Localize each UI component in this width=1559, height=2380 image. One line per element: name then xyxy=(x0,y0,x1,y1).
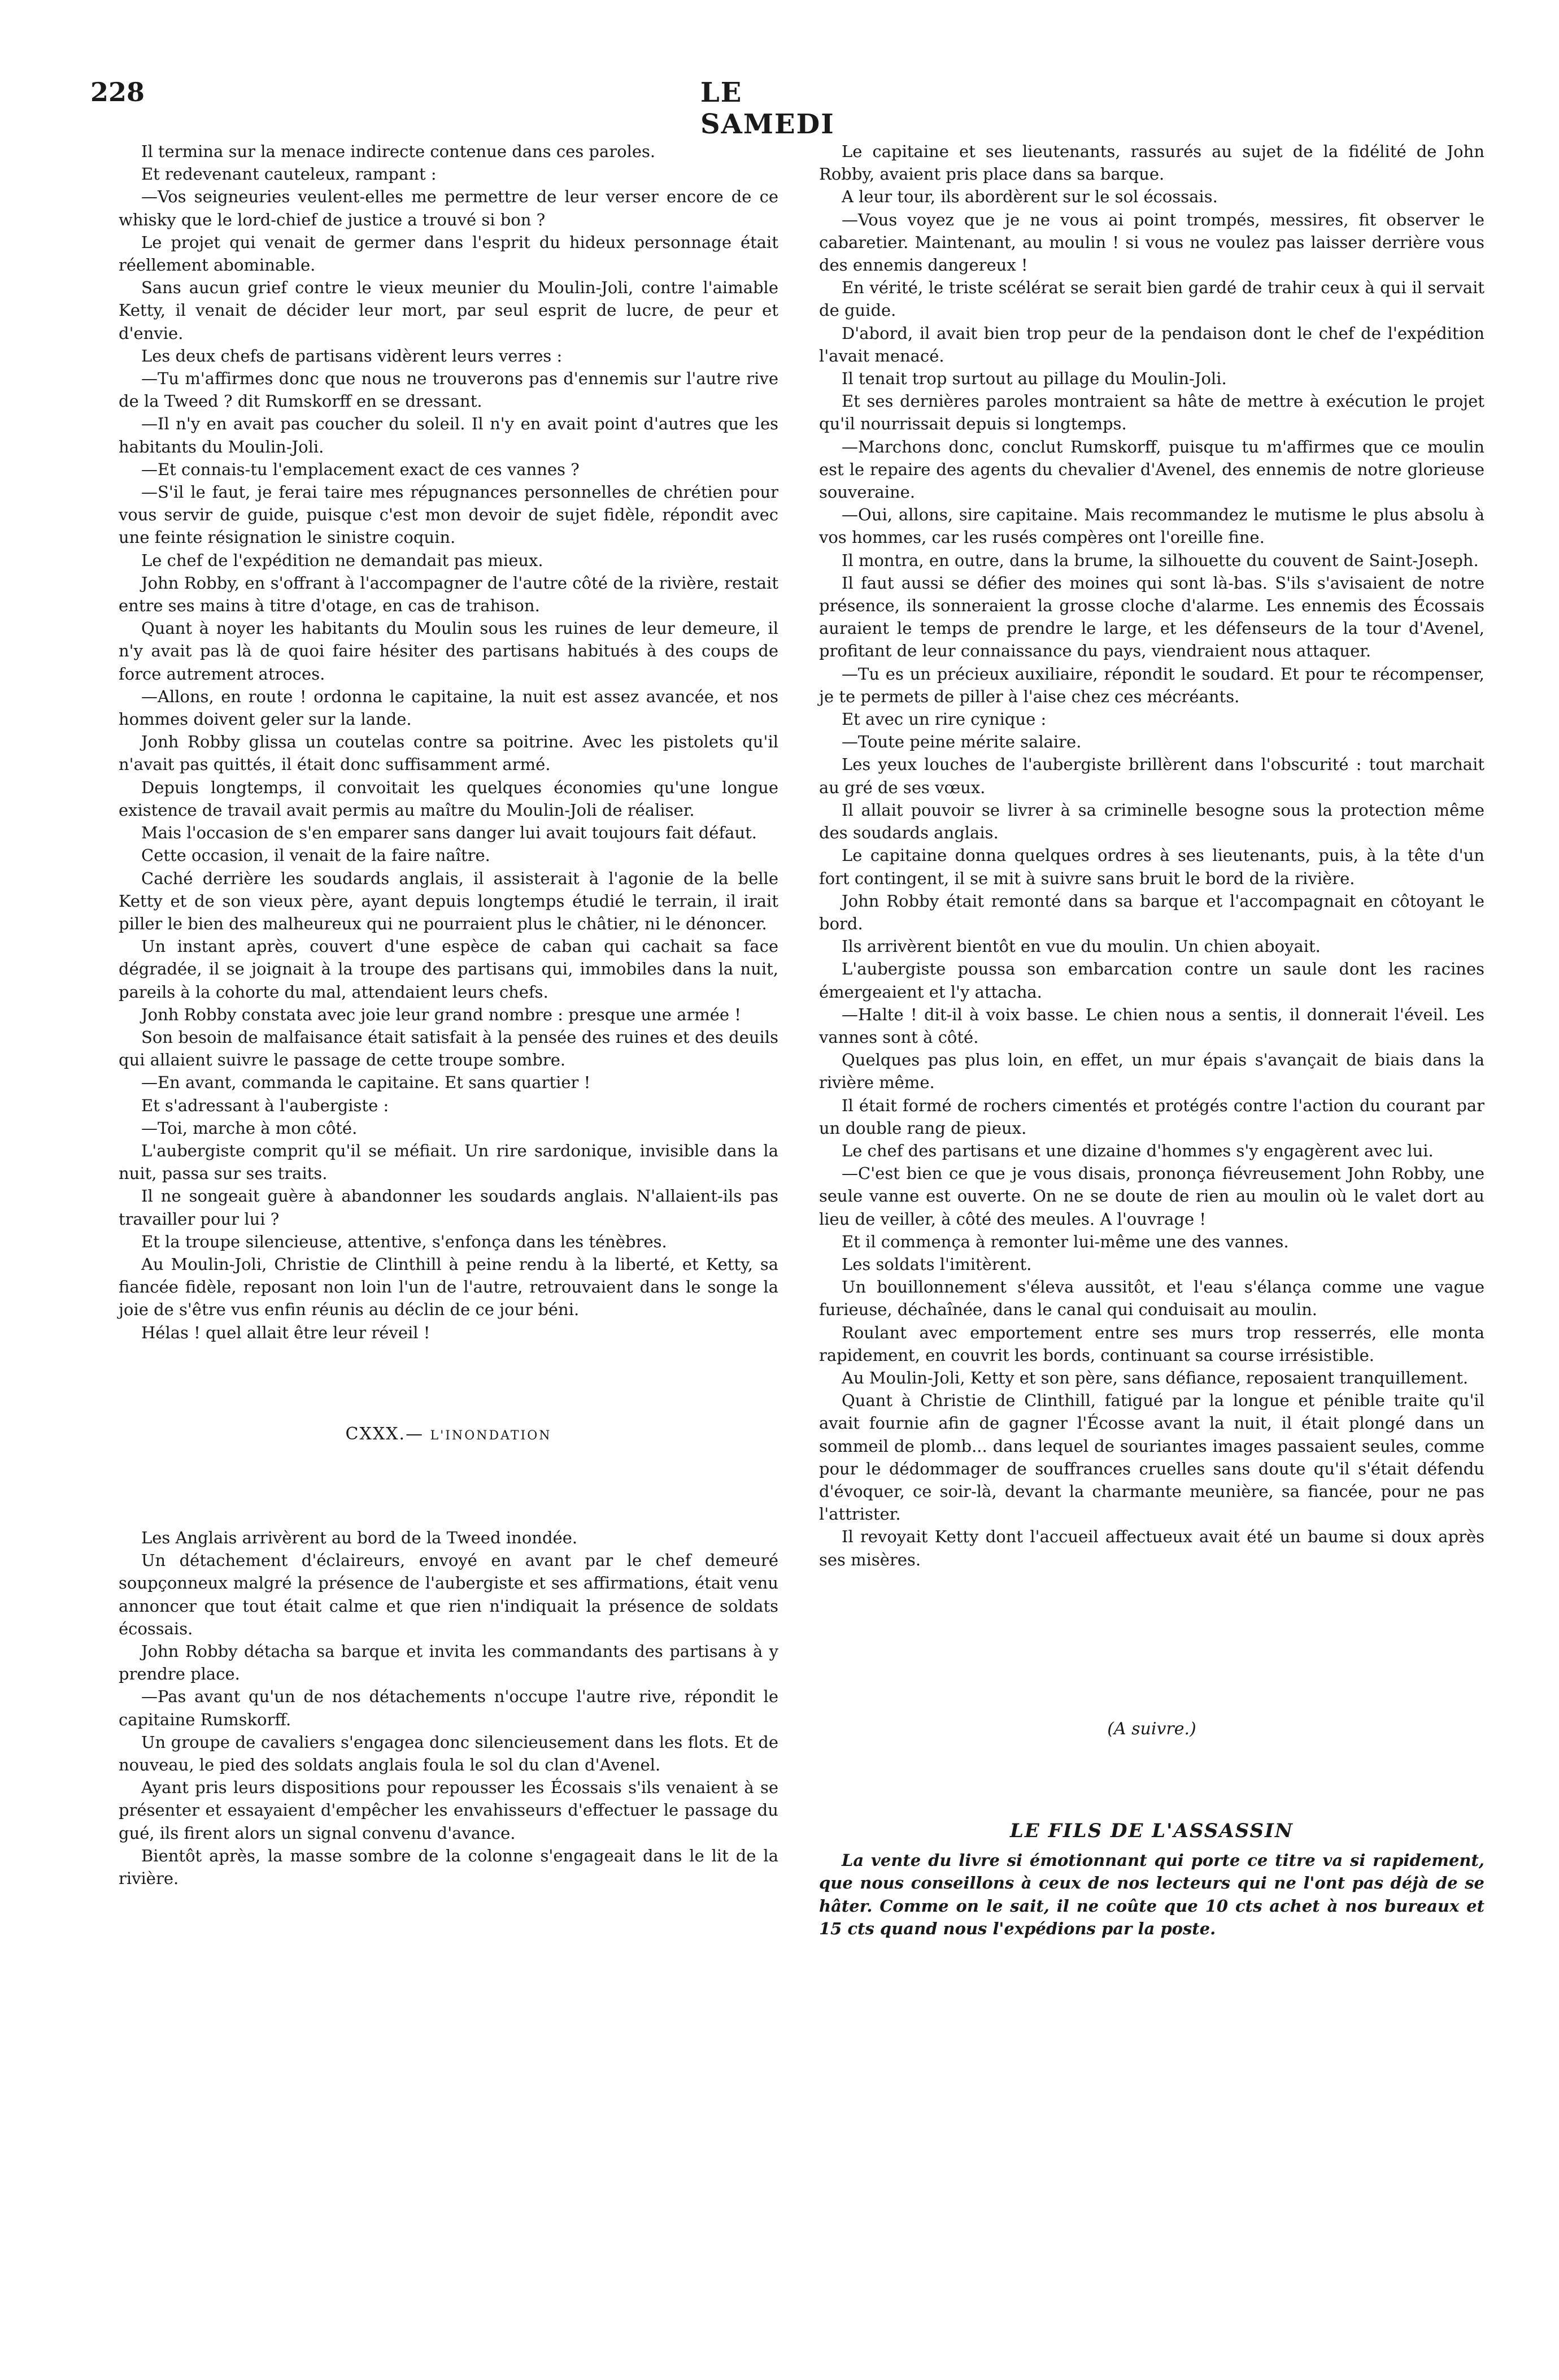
section-heading xyxy=(119,1423,778,1447)
journal-title: LE SAMEDI xyxy=(700,77,835,140)
paragraph: Sans aucun grief contre le vieux meunier du Moulin-Joli, contre l'aimable Ketty, il venait de décider leur mort, par seul esprit de lucre, de peur et d'envie. xyxy=(119,278,778,343)
page-number: 228 xyxy=(90,77,145,107)
paragraph: —Toute peine mérite salaire. xyxy=(842,732,1082,752)
paragraph: Un instant après, couvert d'une espèce de caban qui cachait sa face dégradée, il se joignait à la troupe des partisans qui, immobiles dans la nuit, pareils à la cohorte du mal, attendaient leurs chefs. xyxy=(119,937,778,1002)
advert-text: La vente du livre si émotionnant qui porte ce titre va si rapidement, que nous conseillons à ceux de nos lecteurs qui ne l'ont pas déjà de se hâter. Comme on le sait, il ne coûte que 10 cts achet à nos bureaux et 15 cts quand nous l'expédions par la poste. xyxy=(819,1851,1484,1938)
paragraph: Il termina sur la menace indirecte contenue dans ces paroles. xyxy=(141,142,656,161)
paragraph: Jonh Robby constata avec joie leur grand nombre : presque une armée ! xyxy=(141,1004,741,1024)
paragraph: Quant à noyer les habitants du Moulin sous les ruines de leur demeure, il n'y avait pas là de quoi faire hésiter des partisans habitués à des coups de force autrement atroces. xyxy=(119,619,778,684)
paragraph: Il ne songeait guère à abandonner les soudards anglais. N'allaient-ils pas travailler pour lui ? xyxy=(119,1186,778,1229)
paragraph: Ils arrivèrent bientôt en vue du moulin. Un chien aboyait. xyxy=(842,937,1321,956)
paragraph: Le projet qui venait de germer dans l'esprit du hideux personnage était réellement abominable. xyxy=(119,232,778,275)
paragraph: Hélas ! quel allait être leur réveil ! xyxy=(141,1322,430,1342)
paragraph: —Halte ! dit-il à voix basse. Le chien nous a sentis, il donnerait l'éveil. Les vannes sont à côté. xyxy=(819,1004,1484,1047)
paragraph: Les Anglais arrivèrent au bord de la Tweed inondée. xyxy=(141,1528,578,1547)
paragraph: Les soldats l'imitèrent. xyxy=(842,1254,1032,1274)
to-be-continued: (A suivre.) xyxy=(1107,1718,1196,1739)
paragraph: Le chef de l'expédition ne demandait pas mieux. xyxy=(141,550,543,570)
paragraph: Son besoin de malfaisance était satisfait à la pensée des ruines et des deuils qui allaient suivre le passage de cette troupe sombre. xyxy=(119,1027,778,1070)
paragraph: Il montra, en outre, dans la brume, la silhouette du couvent de Saint-Joseph. xyxy=(842,550,1479,570)
paragraph: D'abord, il avait bien trop peur de la pendaison dont le chef de l'expédition l'avait menacé. xyxy=(819,323,1484,366)
paragraph: Quelques pas plus loin, en effet, un mur épais s'avançait de biais dans la rivière même. xyxy=(819,1050,1484,1093)
paragraph: Bientôt après, la masse sombre de la colonne s'engageait dans le lit de la rivière. xyxy=(119,1846,778,1889)
paragraph: Et la troupe silencieuse, attentive, s'enfonça dans les ténèbres. xyxy=(141,1232,667,1251)
paragraph: A leur tour, ils abordèrent sur le sol écossais. xyxy=(842,187,1218,207)
paragraph: —Marchons donc, conclut Rumskorff, puisque tu m'affirmes que ce moulin est le repaire des agents du chevalier d'Avenel, des ennemis de notre glorieuse souveraine. xyxy=(819,437,1484,502)
right-column xyxy=(819,140,1484,1940)
paragraph: Depuis longtemps, il convoitait les quelques économies qu'une longue existence de travail avait permis au maître du Moulin-Joli de réaliser. xyxy=(119,777,778,820)
paragraph: Et il commença à remonter lui-même une des vannes. xyxy=(842,1232,1289,1251)
section-name: L'INONDATION xyxy=(430,1428,552,1443)
paragraph: Il allait pouvoir se livrer à sa criminelle besogne sous la protection même des soudards anglais. xyxy=(819,800,1484,843)
paragraph: Au Moulin-Joli, Christie de Clinthill à peine rendu à la liberté, et Ketty, sa fiancée fidèle, reposant non loin l'un de l'autre, retrouvaient dans le songe la joie de s'être vus enfin réunis au déclin de ce jour béni. xyxy=(119,1254,778,1320)
paragraph: —Il n'y en avait pas coucher du soleil. Il n'y en avait point d'autres que les habitants du Moulin-Joli. xyxy=(119,414,778,456)
paragraph: John Robby, en s'offrant à l'accompagner de l'autre côté de la rivière, restait entre ses mains à titre d'otage, en cas de trahison. xyxy=(119,573,778,616)
paragraph: —Et connais-tu l'emplacement exact de ces vannes ? xyxy=(141,459,580,479)
paragraph: Le capitaine donna quelques ordres à ses lieutenants, puis, à la tête d'un fort contingent, il se mit à suivre sans bruit le bord de la rivière. xyxy=(819,846,1484,888)
paragraph: Il était formé de rochers cimentés et protégés contre l'action du courant par un double rang de pieux. xyxy=(819,1095,1484,1138)
paragraph: —C'est bien ce que je vous disais, prononça fiévreusement John Robby, une seule vanne est ouverte. On ne se doute de rien au moulin où le valet dort au lieu de veiller, à côté des meules. A l'ouvrage ! xyxy=(819,1164,1484,1229)
paragraph: —Oui, allons, sire capitaine. Mais recommandez le mutisme le plus absolu à vos hommes, car les rusés compères ont l'oreille fine. xyxy=(819,505,1484,547)
paragraph: —Vos seigneuries veulent-elles me permettre de leur verser encore de ce whisky que le lord-chief de justice a trouvé si bon ? xyxy=(119,187,778,229)
page-header xyxy=(90,71,870,140)
paragraph: Et avec un rire cynique : xyxy=(842,710,1047,729)
paragraph: —En avant, commanda le capitaine. Et sans quartier ! xyxy=(141,1073,591,1093)
paragraph: Il faut aussi se défier des moines qui sont là-bas. S'ils s'avisaient de notre présence, ils sonneraient la grosse cloche d'alarme. Les ennemis des Écossais auraient le temps de prendre le large, et les défenseurs de la tour d'Avenel, profitant de leur connaissance du pays, viendraient nous attaquer. xyxy=(819,573,1484,661)
left-column xyxy=(119,140,778,1890)
paragraph: Les yeux louches de l'aubergiste brillèrent dans l'obscurité : tout marchait au gré de ses vœux. xyxy=(819,755,1484,797)
advert-title: LE FILS DE L'ASSASSIN xyxy=(1009,1820,1294,1842)
paragraph: Il tenait trop surtout au pillage du Moulin-Joli. xyxy=(842,369,1227,389)
paragraph: Et s'adressant à l'aubergiste : xyxy=(141,1095,389,1115)
paragraph: Ayant pris leurs dispositions pour repousser les Écossais s'ils venaient à se présenter et essayaient d'empêcher les envahisseurs d'effectuer le passage du gué, ils firent alors un signal convenu d'avance. xyxy=(119,1778,778,1843)
paragraph: Un groupe de cavaliers s'engagea donc silencieusement dans les flots. Et de nouveau, le pied des soldats anglais foula le sol du clan d'Avenel. xyxy=(119,1732,778,1774)
left-column-text-b xyxy=(119,1526,778,1890)
paragraph: Quant à Christie de Clinthill, fatigué par la longue et pénible traite qu'il avait fournie afin de gagner l'Écosse avant la nuit, il était plongé dans un sommeil de plomb... dans lequel de souriantes images passaient seules, comme pour le dédommager de souffrances cruelles sans doute qu'il s'était défendu d'évoquer, ce soir-là, devant la charmante meunière, sa fiancée, pour ne pas l'attrister. xyxy=(819,1391,1484,1524)
paragraph: Et ses dernières paroles montraient sa hâte de mettre à exécution le projet qu'il nourrissait depuis si longtemps. xyxy=(819,391,1484,434)
paragraph: L'aubergiste comprit qu'il se méfiait. Un rire sardonique, invisible dans la nuit, passa sur ses traits. xyxy=(119,1141,778,1184)
paragraph: —Tu m'affirmes donc que nous ne trouverons pas d'ennemis sur l'autre rive de la Tweed ? dit Rumskorff en se dressant. xyxy=(119,369,778,411)
paragraph: Le capitaine et ses lieutenants, rassurés au sujet de la fidélité de John Robby, avaient pris place dans sa barque. xyxy=(819,142,1484,184)
paragraph: Un détachement d'éclaireurs, envoyé en avant par le chef demeuré soupçonneux malgré la présence de l'aubergiste et ses affirmations, était venu annoncer que tout était calme et que rien n'indiquait la présence de soldats écossais. xyxy=(119,1551,778,1638)
paragraph: L'aubergiste poussa son embarcation contre un saule dont les racines émergeaient et l'y attacha. xyxy=(819,959,1484,1002)
left-column-text-a xyxy=(119,140,778,1344)
section-number: CXXX.— xyxy=(345,1424,424,1444)
paragraph: Un bouillonnement s'éleva aussitôt, et l'eau s'élança comme une vague furieuse, déchaînée, dans le canal qui conduisait au moulin. xyxy=(819,1277,1484,1320)
paragraph: Le chef des partisans et une dizaine d'hommes s'y engagèrent avec lui. xyxy=(842,1141,1434,1160)
paragraph: Mais l'occasion de s'en emparer sans danger lui avait toujours fait défaut. xyxy=(141,823,757,843)
paragraph: Et redevenant cauteleux, rampant : xyxy=(141,164,437,184)
paragraph: —Pas avant qu'un de nos détachements n'occupe l'autre rive, répondit le capitaine Rumskorff. xyxy=(119,1687,778,1729)
paragraph: John Robby détacha sa barque et invita les commandants des partisans à y prendre place. xyxy=(119,1641,778,1684)
paragraph: —Allons, en route ! ordonna le capitaine, la nuit est assez avancée, et nos hommes doivent geler sur la lande. xyxy=(119,686,778,729)
right-column-text xyxy=(819,140,1484,1571)
paragraph: En vérité, le triste scélérat se serait bien gardé de trahir ceux à qui il servait de guide. xyxy=(819,278,1484,320)
paragraph: —Vous voyez que je ne vous ai point trompés, messires, fit observer le cabaretier. Maintenant, au moulin ! si vous ne voulez pas laisser derrière vous des ennemis dangereux ! xyxy=(819,210,1484,275)
paragraph: Roulant avec emportement entre ses murs trop resserrés, elle monta rapidement, en couvrit les bords, continuant sa course irrésistible. xyxy=(819,1322,1484,1365)
paragraph: Il revoyait Ketty dont l'accueil affectueux avait été un baume si doux après ses misères. xyxy=(819,1527,1484,1569)
paragraph: —S'il le faut, je ferai taire mes répugnances personnelles de chrétien pour vous servir de guide, puisque c'est mon devoir de sujet fidèle, répondit avec une feinte résignation le sinistre coquin. xyxy=(119,482,778,547)
paragraph: Caché derrière les soudards anglais, il assisterait à l'agonie de la belle Ketty et de son vieux père, ayant depuis longtemps étudié le terrain, il irait piller le bien des malheureux qui ne pourraient plus le châtier, ni le dénoncer. xyxy=(119,868,778,933)
paragraph: —Toi, marche à mon côté. xyxy=(141,1118,358,1138)
paragraph: Les deux chefs de partisans vidèrent leurs verres : xyxy=(141,346,563,366)
paragraph: —Tu es un précieux auxiliaire, répondit le soudard. Et pour te récompenser, je te permets de piller à l'aise chez ces mécréants. xyxy=(819,664,1484,706)
paragraph: Cette occasion, il venait de la faire naître. xyxy=(141,846,490,865)
paragraph: John Robby était remonté dans sa barque et l'accompagnait en côtoyant le bord. xyxy=(819,891,1484,933)
paragraph: Jonh Robby glissa un coutelas contre sa poitrine. Avec les pistolets qu'il n'avait pas quittés, il était donc suffisamment armé. xyxy=(119,732,778,775)
paragraph: Au Moulin-Joli, Ketty et son père, sans défiance, reposaient tranquillement. xyxy=(842,1368,1469,1387)
